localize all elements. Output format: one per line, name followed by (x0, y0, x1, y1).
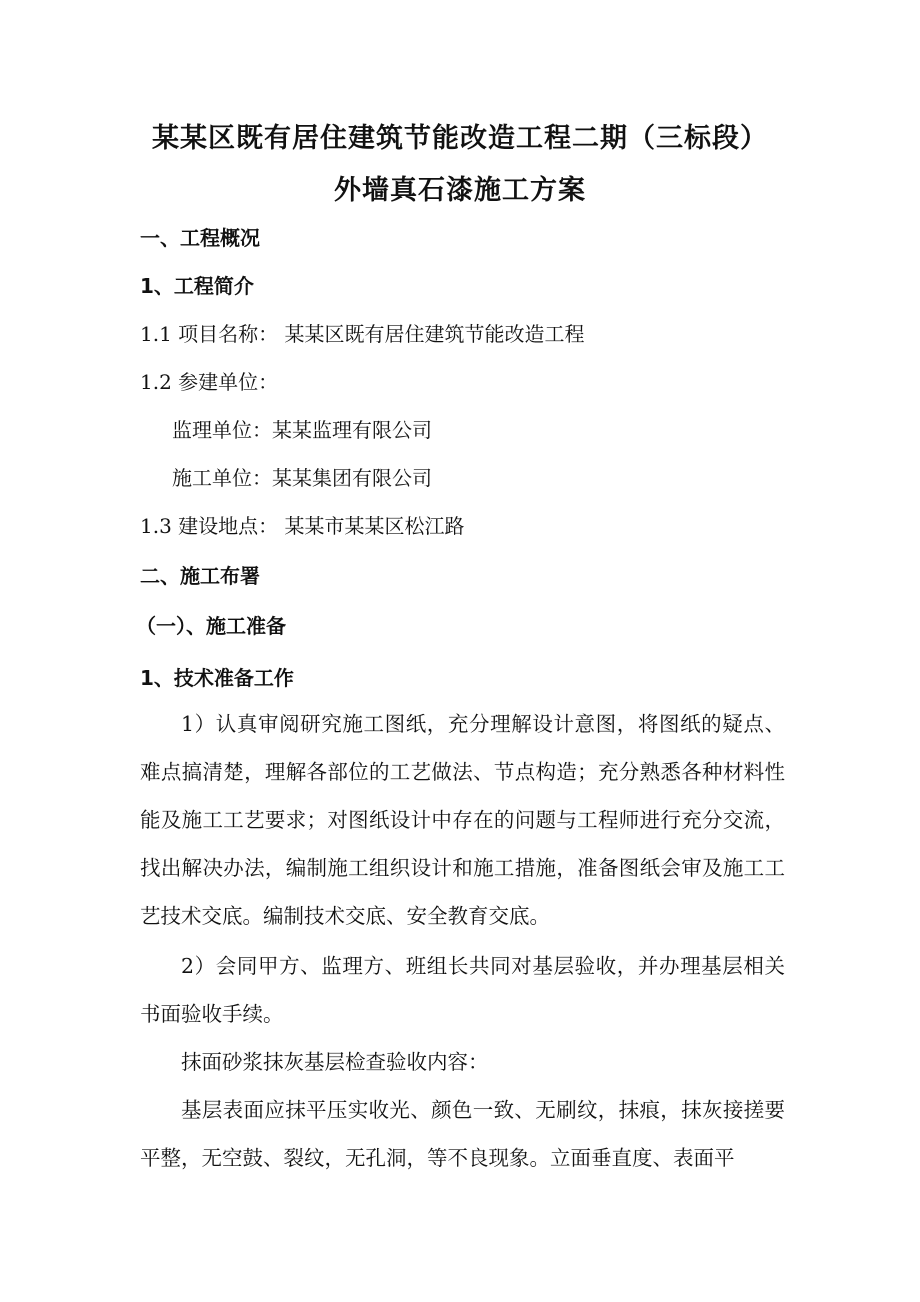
paragraph-inspection-intro: 抹面砂浆抹灰基层检查验收内容： (181, 1050, 489, 1074)
subsection-heading-technical: 1、技术准备工作 (140, 666, 294, 690)
subsection-heading-intro: 1、工程简介 (140, 274, 254, 298)
item-participants: 1.2 参建单位： (140, 370, 279, 394)
document-title-line-2: 外墙真石漆施工方案 (334, 175, 586, 206)
paragraph-base-acceptance: 2）会同甲方、监理方、班组长共同对基层验收，并办理基层相关书面验收手续。 (140, 954, 785, 1026)
paragraph-technical-prep: 1）认真审阅研究施工图纸，充分理解设计意图，将图纸的疑点、难点搞清楚，理解各部位的工艺做法、节点构造；充分熟悉各种材料性能及施工工艺要求；对图纸设计中存在的问题与工程师进行充分交流，找出解决办法，编制施工组织设计和施工措施，准备图纸会审及施工工艺技术交底。编制技术交底、安全教育交底。 (140, 712, 785, 928)
subsection-heading-preparation: （一）、施工准备 (136, 614, 286, 638)
document-title-line-1: 某某区既有居住建筑节能改造工程二期（三标段） (152, 123, 768, 154)
item-contractor: 施工单位：某某集团有限公司 (172, 466, 432, 490)
item-location: 1.3 建设地点： 某某市某某区松江路 (140, 514, 465, 538)
paragraph-inspection-details: 基层表面应抹平压实收光、颜色一致、无刷纹，抹痕，抹灰接搓要平整，无空鼓、裂纹，无孔洞，等不良现象。立面垂直度、表面平 (140, 1098, 785, 1170)
section-heading-deployment: 二、施工布署 (140, 564, 260, 588)
item-project-name: 1.1 项目名称： 某某区既有居住建筑节能改造工程 (140, 322, 585, 346)
item-supervisor: 监理单位：某某监理有限公司 (172, 418, 432, 442)
section-heading-overview: 一、工程概况 (140, 226, 260, 250)
